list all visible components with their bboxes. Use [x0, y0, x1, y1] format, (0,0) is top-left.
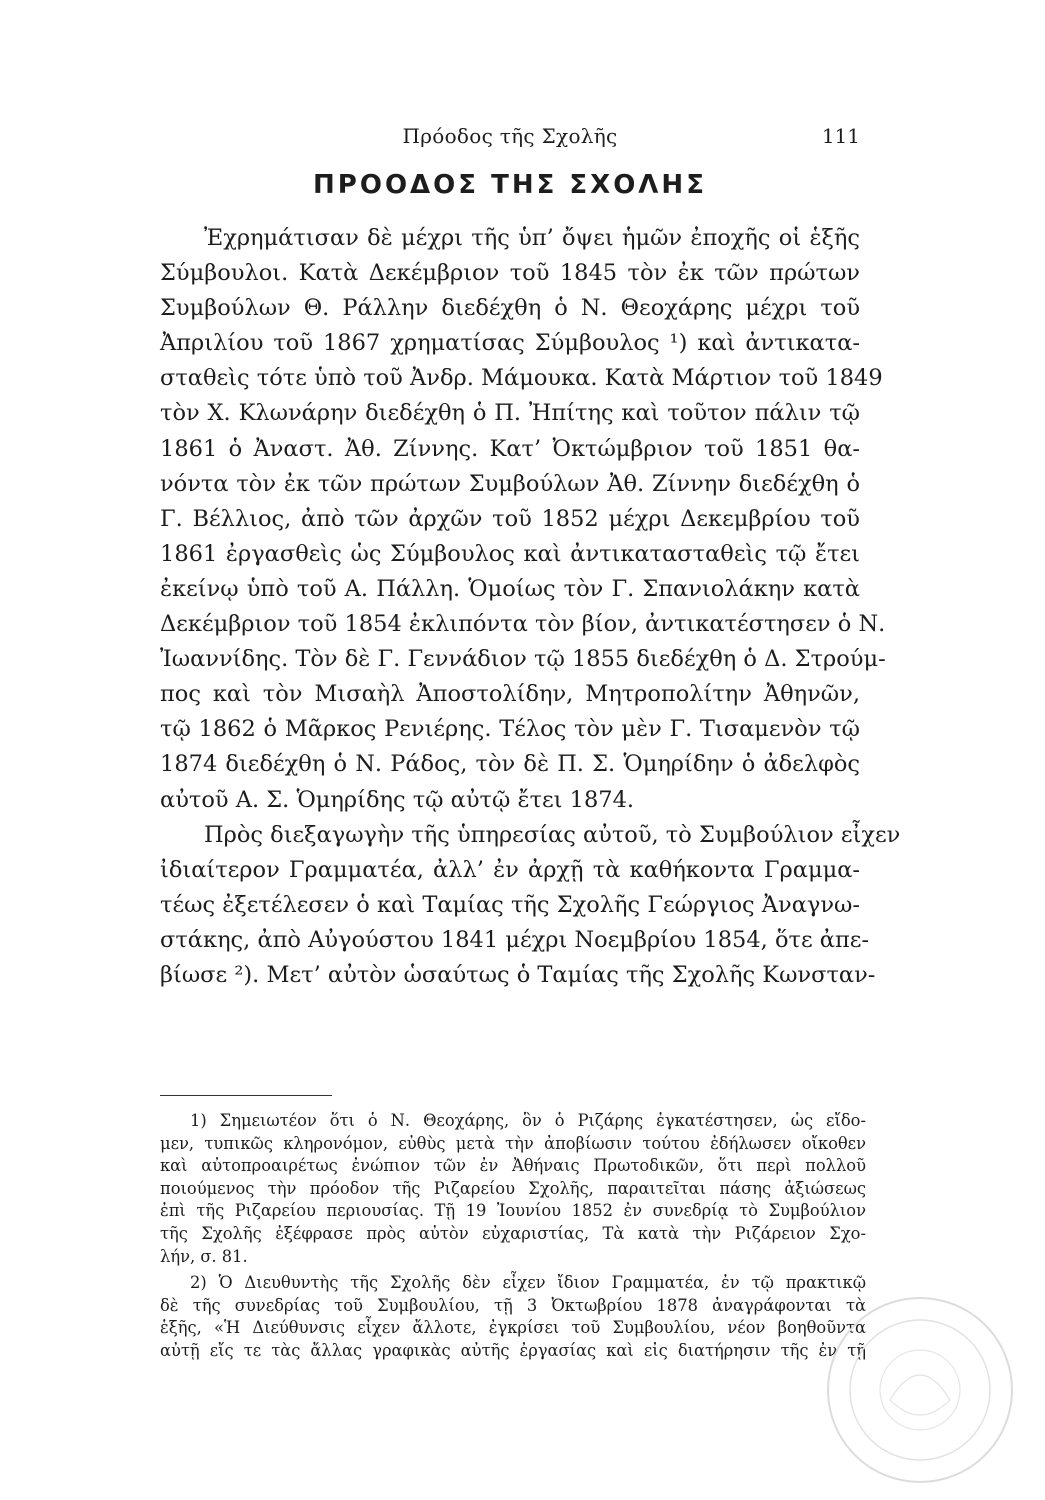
text-line: στάκης, ἀπὸ Αὐγούστου 1841 μέχρι Νοεμβρίου 1854, ὅτε ἀπε-	[160, 926, 869, 953]
text-line: Πρὸς διεξαγωγὴν τῆς ὑπηρεσίας αὐτοῦ, τὸ Συμβούλιον εἶχεν	[204, 821, 901, 848]
footnote-line: ἐπὶ τῆς Ριζαρείου περιουσίας. Τῇ 19 Ἰουνίου 1852 ἐν συνεδρίᾳ τὸ Συμβούλιον	[160, 1201, 866, 1221]
footnote-line: 1) Σημειωτέον ὅτι ὁ Ν. Θεοχάρης, ὃν ὁ Ριζάρης ἐγκατέστησεν, ὡς εἴδο-	[190, 1111, 866, 1130]
body-text	[160, 221, 901, 993]
footnote-line: μεν, τυπικῶς κληρονόμον, εὐθὺς μετὰ τὴν ἀποβίωσιν τούτου ἐδήλωσεν οἴκοθεν	[160, 1133, 866, 1153]
library-seal-icon	[820, 1290, 1020, 1490]
text-line: τῷ 1862 ὁ Μᾶρκος Ρενιέρης. Τέλος τὸν μὲν Γ. Τισαμενὸν τῷ	[160, 716, 860, 743]
text-line: πος καὶ τὸν Μισαὴλ Ἀποστολίδην, Μητροπολίτην Ἀθηνῶν,	[160, 681, 860, 708]
page-number: 111	[821, 124, 860, 148]
text-line: ἐκείνῳ ὑπὸ τοῦ Α. Πάλλη. Ὁμοίως τὸν Γ. Σπανιολάκην κατὰ	[160, 575, 860, 602]
text-line: 1861 ἐργασθεὶς ὡς Σύμβουλος καὶ ἀντικατασταθεὶς τῷ ἔτει	[160, 540, 860, 567]
text-line: αὐτοῦ Α. Σ. Ὁμηρίδης τῷ αὐτῷ ἔτει 1874.	[160, 786, 635, 813]
text-line: Γ. Βέλλιος, ἀπὸ τῶν ἀρχῶν τοῦ 1852 μέχρι Δεκεμβρίου τοῦ	[160, 505, 860, 532]
text-line: Δεκέμβριον τοῦ 1854 ἐκλιπόντα τὸν βίον, ἀντικατέστησεν ὁ Ν.	[160, 611, 886, 638]
text-line: Σύμβουλοι. Κατὰ Δεκέμβριον τοῦ 1845 τὸν ἐκ τῶν πρώτων	[160, 260, 860, 287]
text-line: ἰδιαίτερον Γραμματέα, ἀλλ’ ἐν ἀρχῇ τὰ καθήκοντα Γραμμα-	[160, 856, 860, 883]
paragraph-2	[160, 818, 901, 993]
text-line: σταθεὶς τότε ὑπὸ τοῦ Ἀνδρ. Μάμουκα. Κατὰ Μάρτιον τοῦ 1849	[160, 365, 883, 392]
footnote-1	[160, 1110, 866, 1268]
running-title: Πρόοδος τῆς Σχολῆς	[402, 124, 618, 148]
text-line: 1861 ὁ Ἀναστ. Ἀθ. Ζίννης. Κατ’ Ὀκτώμβριον τοῦ 1851 θα-	[160, 435, 860, 462]
text-line: 1874 διεδέχθη ὁ Ν. Ράδος, τὸν δὲ Π. Σ. Ὁμηρίδην ὁ ἀδελφὸς	[160, 751, 860, 778]
text-line: Ἰωαννίδης. Τὸν δὲ Γ. Γεννάδιον τῷ 1855 διεδέχθη ὁ Δ. Στρούμ-	[160, 646, 886, 673]
running-header	[160, 124, 860, 148]
footnotes	[160, 1110, 866, 1363]
footnote-2	[160, 1272, 866, 1362]
text-line: βίωσε ²). Μετ’ αὐτὸν ὡσαύτως ὁ Ταμίας τῆς Σχολῆς Κωνσταν-	[160, 961, 876, 988]
text-line: Ἐχρημάτισαν δὲ μέχρι τῆς ὑπ’ ὄψει ἡμῶν ἐποχῆς οἱ ἑξῆς	[204, 225, 860, 251]
text-line: τὸν Χ. Κλωνάρην διεδέχθη ὁ Π. Ἠπίτης καὶ τοῦτον πάλιν τῷ	[160, 400, 860, 427]
footnote-line: 2) Ὁ Διευθυντὴς τῆς Σχολῆς δὲν εἶχεν ἴδιον Γραμματέα, ἐν τῷ πρακτικῷ	[190, 1273, 866, 1293]
text-line: νόντα τὸν ἐκ τῶν πρώτων Συμβούλων Ἀθ. Ζίννην διεδέχθη ὁ	[160, 470, 860, 497]
footnote-line: καὶ αὐτοπροαιρέτως ἐνώπιον τῶν ἐν Ἀθήναις Πρωτοδικῶν, ὅτι περὶ πολλοῦ	[160, 1156, 866, 1176]
chapter-title: ΠΡΟΟΔΟΣ ΤΗΣ ΣΧΟΛΗΣ	[313, 170, 707, 200]
footnote-line: ποιούμενος τὴν πρόοδον τῆς Ριζαρείου Σχολῆς, παραιτεῖται πάσης ἀξιώσεως	[160, 1178, 866, 1198]
footnote-divider	[160, 1095, 332, 1096]
footnote-line: λήν, σ. 81.	[160, 1246, 248, 1266]
paragraph-1	[160, 221, 886, 818]
footnote-line: ἑξῆς, «Ἡ Διεύθυνσις εἶχεν ἄλλοτε, ἐγκρίσει τοῦ Συμβουλίου, νέον βοηθοῦντα	[160, 1318, 866, 1338]
footnote-line: αὐτῇ εἴς τε τὰς ἄλλας γραφικὰς αὐτῆς ἐργασίας καὶ εἰς διατήρησιν τῆς ἐν τῇ	[160, 1340, 866, 1360]
text-line: τέως ἐξετέλεσεν ὁ καὶ Ταμίας τῆς Σχολῆς Γεώργιος Ἀναγνω-	[160, 891, 860, 918]
text-line: Ἀπριλίου τοῦ 1867 χρηματίσας Σύμβουλος ¹) καὶ ἀντικατα-	[160, 330, 860, 357]
footnote-line: δὲ τῆς συνεδρίας τοῦ Συμβουλίου, τῇ 3 Ὀκτωβρίου 1878 ἀναγράφονται τὰ	[160, 1295, 866, 1315]
text-line: Συμβούλων Θ. Ράλλην διεδέχθη ὁ Ν. Θεοχάρης μέχρι τοῦ	[160, 295, 860, 322]
footnote-line: τῆς Σχολῆς ἐξέφρασε πρὸς αὐτὸν εὐχαριστίας, Τὰ κατὰ τὴν Ριζάρειον Σχο-	[160, 1223, 866, 1243]
